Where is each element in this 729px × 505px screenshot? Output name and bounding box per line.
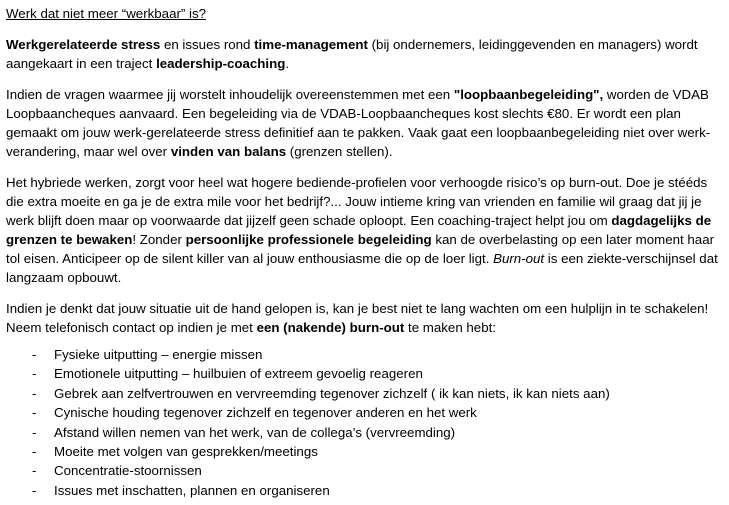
dash-bullet: - <box>32 444 37 460</box>
body-text: is een ziekte-verschijnsel dat langzaam opbouwt. <box>6 251 718 285</box>
bold-text: vinden van balans <box>170 144 287 159</box>
body-text: worden de VDAB Loopbaancheques aanvaard. Een begeleiding via de VDAB-Loopbaancheques kost slechts €80. Er wordt een plan gemaakt om jouw werk-gerelateerde stress definitief aan te pakken. Vaak gaat een loopbaanbegeleiding niet over werk-verandering, maar wel over <box>6 87 711 159</box>
bold-text: een (nakende) burn-out <box>256 320 405 335</box>
paragraph-hulplijn <box>6 299 723 337</box>
body-text: ! Zonder <box>132 232 186 247</box>
list-item <box>6 461 723 480</box>
body-text: Indien de vragen waarmee jij worstelt inhoudelijk overeenstemmen met een <box>6 87 454 102</box>
body-text: Het hybriede werken, zorgt voor heel wat hogere bediende-profielen voor verhoogde risico’s op burn-out. Doe je stééds die extra moeite en ga je de extra mile voor het bedrijf?... Jouw intieme kring van vrienden en familie wil graag dat jij je werk blijft doen maar op voorwaarde dat jijzelf geen schade oploopt. Een coaching-traject helpt jou om <box>6 175 708 228</box>
body-text: Indien je denkt dat jouw situatie uit de hand gelopen is, kan je best niet te lang wachten om een hulplijn in te schakelen! Neem telefonisch contact op indien je met <box>6 301 709 335</box>
dash-bullet: - <box>32 424 37 440</box>
dash-bullet: - <box>32 405 37 421</box>
paragraph-hybride-werken <box>6 173 723 287</box>
bold-text: Werkgerelateerde stress <box>6 37 161 52</box>
list-item <box>6 345 723 364</box>
list-item-text: Emotionele uitputting – huilbuien of extreem gevoelig reageren <box>54 366 423 382</box>
list-item-text: Concentratie-stoornissen <box>54 463 202 479</box>
dash-bullet: - <box>32 385 37 401</box>
body-text: en issues rond <box>160 37 255 52</box>
document-title: Werk dat niet meer “werkbaar” is? <box>6 6 207 21</box>
bold-text: persoonlijke professionele begeleiding <box>185 232 432 247</box>
list-item <box>6 403 723 422</box>
list-item <box>6 423 723 442</box>
symptom-list <box>6 345 723 500</box>
body-text: . <box>285 56 290 71</box>
dash-bullet: - <box>32 366 37 382</box>
list-item-text: Moeite met volgen van gesprekken/meetings <box>54 444 318 460</box>
body-text: (grenzen stellen). <box>286 144 393 159</box>
body-text: te maken hebt: <box>404 320 496 335</box>
paragraph-leadership-coaching <box>6 35 723 73</box>
paragraph-loopbaanbegeleiding <box>6 85 723 161</box>
list-item <box>6 442 723 461</box>
list-item-text: Gebrek aan zelfvertrouwen en vervreemding tegenover zichzelf ( ik kan niets, ik kan niets aan) <box>54 385 610 401</box>
list-item <box>6 481 723 500</box>
italic-text: Burn-out <box>493 251 545 266</box>
body-text: (bij ondernemers, leidinggevenden en managers) wordt aangekaart in een traject <box>6 37 698 71</box>
bold-text: dagdagelijks de grenzen te bewaken <box>6 213 712 247</box>
list-item-text: Cynische houding tegenover zichzelf en tegenover anderen en het werk <box>54 405 477 421</box>
dash-bullet: - <box>32 463 37 479</box>
list-item-text: Afstand willen nemen van het werk, van de collega’s (vervreemding) <box>54 424 456 440</box>
dash-bullet: - <box>32 482 37 498</box>
dash-bullet: - <box>32 347 37 362</box>
body-text: kan de overbelasting op een later moment haar tol eisen. Anticipeer op de silent killer van al jouw enthousiasme die op de loer ligt. <box>6 232 715 266</box>
bold-text: time-management <box>254 37 368 52</box>
bold-text: leadership-coaching <box>156 56 286 71</box>
list-item-text: Fysieke uitputting – energie missen <box>54 347 263 362</box>
bold-text: "loopbaanbegeleiding", <box>453 87 604 102</box>
list-item-text: Issues met inschatten, plannen en organiseren <box>54 482 330 498</box>
list-item <box>6 384 723 403</box>
list-item <box>6 364 723 383</box>
